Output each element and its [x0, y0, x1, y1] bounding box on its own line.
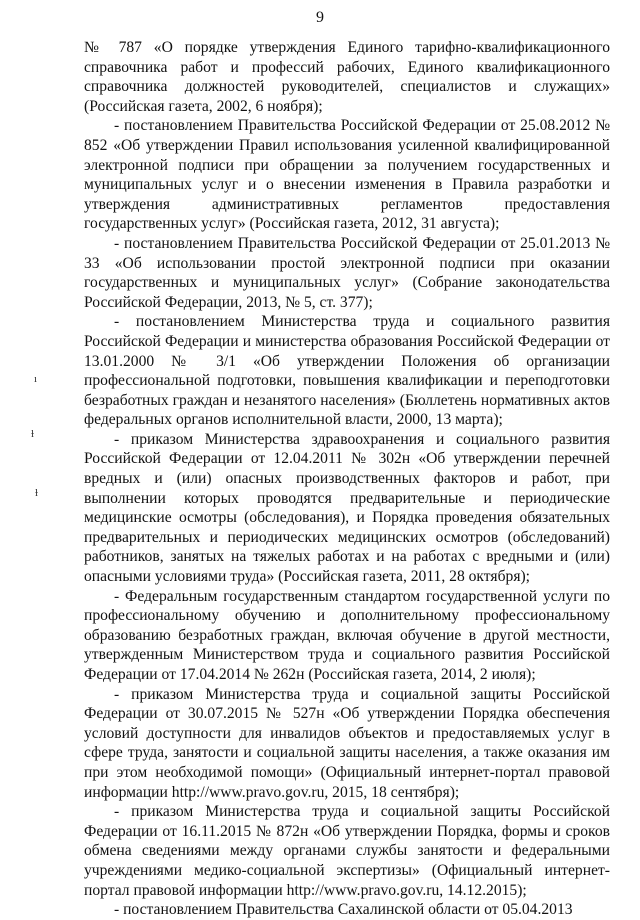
paragraph-sakhalin-resolution: - постановлением Правительства Сахалинской области от 05.04.2013 [114, 901, 573, 919]
page-number: 9 [316, 9, 324, 26]
margin-mark: ı [34, 373, 38, 385]
paragraph-order-302n: - приказом Министерства здравоохранения и социального развития Российской Федерации от 12.04.2011 № 302н «Об утверждении перечней вредных и (или) опасных производственных факторов и работ, при выполнении которых проводятся предварительные и периодические медицинские осмотры (обследования), и Порядка проведения обязательных предварительных и периодических медицинских осмотров (обследований) работников, занятых на тяжелых работах и на работах с вредными и (или) опасными условиями труда» (Российская газета, 2011, 28 октября); [84, 430, 610, 586]
paragraph-order-527n: - приказом Министерства труда и социальной защиты Российской Федерации от 30.07.2015 № 527н «Об утверждении Порядка обеспечения условий доступности для инвалидов объектов и предоставляемых услуг в сфере труда, занятости и социальной защиты населения, а также оказания им при этом необходимой помощи» (Официальный интернет-портал правовой информации http://www.pravo.gov.ru, 2015, 18 сентября); [84, 685, 610, 801]
paragraph-resolution-852: - постановлением Правительства Российской Федерации от 25.08.2012 № 852 «Об утверждении Правил использования усиленной квалифицированной электронной подписи при обращении за получением государственных и муниципальных услуг и о внесении изменения в Правила разработки и утверждения административных регламентов предоставления государственных услуг» (Российская газета, 2012, 31 августа); [84, 117, 610, 233]
paragraph-resolution-33: - постановлением Правительства Российской Федерации от 25.01.2013 № 33 «Об использовании простой электронной подписи при оказании государственных и муниципальных услуг» (Собрание законодательства Российской Федерации, 2013, № 5, ст. 377); [84, 234, 610, 311]
paragraph-federal-standard: - Федеральным государственным стандартом государственной услуги по профессиональному обучению и дополнительному профессиональному образованию безработных граждан, включая обучение в другой местности, утвержденным Министерством труда и социального развития Российской Федерации от 17.04.2014 № 262н (Российская газета, 2014, 2 июля); [84, 587, 610, 683]
document-body [84, 38, 610, 920]
margin-mark: ɫ [35, 487, 39, 499]
paragraph-order-872n: - приказом Министерства труда и социальной защиты Российской Федерации от 16.11.2015 № 872н «Об утверждении Порядка, формы и сроков обмена сведениями между органами службы занятости и федеральными учреждениями медико-социальной экспертизы» (Официальный интернет-портал правовой информации http://www.pravo.gov.ru, 14.12.2015); [84, 803, 610, 899]
margin-mark: ɫ [31, 428, 35, 440]
paragraph-continuation: № 787 «О порядке утверждения Единого тарифно-квалификационного справочника работ и профессий рабочих, Единого квалификационного справочника должностей руководителей, специалистов и служащих» (Российская газета, 2002, 6 ноября); [84, 39, 610, 115]
paragraph-resolution-3-1: - постановлением Министерства труда и социального развития Российской Федерации и министерства образования Российской Федерации от 13.01.2000 № 3/1 «Об утверждении Положения об организации профессиональной подготовки, повышения квалификации и переподготовки безработных граждан и незанятого населения» (Бюллетень нормативных актов федеральных органов исполнительной власти, 2000, 13 марта); [84, 313, 610, 429]
